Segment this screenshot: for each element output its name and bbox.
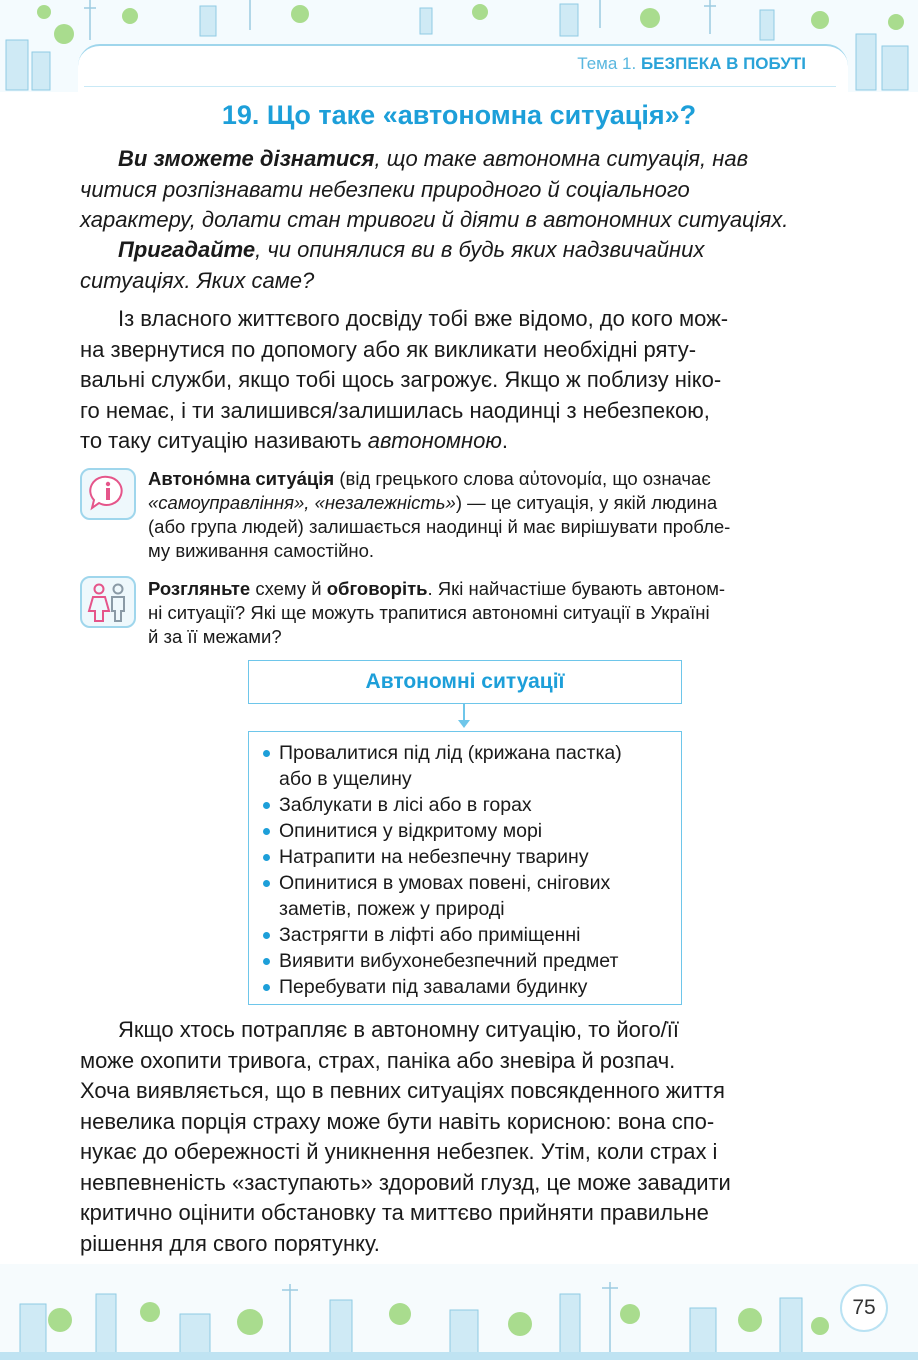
- list-item: [261, 948, 673, 974]
- learn-bold: Ви зможете дізнатися: [118, 146, 375, 171]
- definition-line-3: (або група людей) залишається наодинці й має вирішувати пробле-: [148, 516, 731, 537]
- definition-note: [148, 467, 844, 563]
- header-divider: [84, 86, 836, 87]
- list-item: [261, 792, 673, 818]
- definition-part-1: (від грецького слова αὐτονομία, що означає: [334, 468, 711, 489]
- p1-line-1: Із власного життєвого досвіду тобі вже відомо, до кого мож-: [118, 306, 729, 331]
- discussion-line-2: ні ситуації? Які ще можуть трапитися автономні ситуації в Україні: [148, 602, 710, 623]
- definition-line-4: му виживання самостійно.: [148, 540, 375, 561]
- list-item: [261, 818, 673, 844]
- topic-title: БЕЗПЕКА В ПОБУТІ: [640, 54, 806, 73]
- p1-period: .: [501, 428, 509, 453]
- p2-line: Хоча виявляється, що в певних ситуаціях повсякденного життя: [80, 1078, 725, 1103]
- list-item-text: Натрапити на небезпечну тварину: [279, 846, 589, 868]
- p2-line: рішення для свого порятунку.: [80, 1230, 380, 1256]
- discussion-line-3: й за її межами?: [148, 626, 282, 647]
- p1-line-2: на звернутися по допомогу або як викликати необхідні ряту-: [80, 336, 697, 362]
- topic-label: Тема 1.: [577, 54, 637, 73]
- discussion-bold-1: Розгляньте: [148, 578, 251, 599]
- bottom-decorative-band: [0, 1264, 918, 1360]
- learn-line-3: характеру, долати стан тривоги й діяти в автономних ситуаціях.: [80, 207, 789, 232]
- discussion-note: [148, 577, 844, 649]
- list-item-text: Перебувати під завалами будинку: [279, 976, 588, 998]
- p2-line: критично оцінити обстановку та миттєво прийняти правильне: [80, 1200, 709, 1225]
- list-item-continuation: або в ущелину: [279, 768, 412, 790]
- paragraph-1: [80, 304, 844, 457]
- arrow-down-icon: [458, 720, 470, 728]
- paragraph-2: [80, 1015, 844, 1259]
- learn-line-2: читися розпізнавати небезпеки природного й соціального: [80, 176, 690, 202]
- intro-learn: [80, 144, 844, 236]
- list-item-text: Заблукати в лісі або в горах: [279, 794, 532, 816]
- scheme-title: Автономні ситуації: [248, 660, 682, 704]
- list-item: [261, 844, 673, 870]
- scheme-list-box: [248, 731, 682, 1005]
- definition-term: Автоно́мна ситуа́ція: [148, 468, 335, 489]
- list-item: [261, 974, 673, 1000]
- running-header: [577, 54, 806, 74]
- recall-rest: , чи опинялися ви в будь яких надзвичайних: [255, 237, 705, 262]
- learn-rest: , що таке автономна ситуація, нав: [374, 146, 749, 171]
- p1-line-5: то таку ситуацію називають: [80, 428, 368, 453]
- p1-line-4: го немає, і ти залишився/залишилась наодинці з небезпекою,: [80, 397, 710, 423]
- discussion-text-2: . Які найчастіше бувають автоном-: [427, 578, 726, 599]
- list-item-text: Виявити вибухонебезпечний предмет: [279, 950, 619, 972]
- list-item-text: Застрягти в ліфті або приміщенні: [279, 924, 581, 946]
- list-item-continuation: заметів, пожеж у природі: [279, 898, 505, 920]
- p2-line: нукає до обережності й уникнення небезпек. Утім, коли страх і: [80, 1139, 718, 1164]
- definition-quote: «самоуправління», «незалежність»: [148, 492, 456, 513]
- list-item: [261, 922, 673, 948]
- info-speech-icon: [80, 468, 136, 520]
- list-item-text: Опинитися в умовах повені, снігових: [279, 872, 611, 894]
- definition-part-2: ) — це ситуація, у якій людина: [455, 492, 718, 513]
- p1-line-3: вальні служби, якщо тобі щось загрожує. Якщо ж поблизу ніко-: [80, 367, 722, 392]
- discussion-text-1: схему й: [250, 578, 327, 599]
- recall-line-2: ситуаціях. Яких саме?: [80, 267, 315, 293]
- p2-line: може охопити тривога, страх, паніка або зневіра й розпач.: [80, 1047, 676, 1073]
- list-item-text: Провалитися під лід (крижана пастка): [279, 742, 622, 764]
- p2-line: невелика порція страху може бути навіть корисною: вона спо-: [80, 1108, 715, 1134]
- city-nature-illustration: [0, 1264, 918, 1360]
- list-item-text: Опинитися у відкритому морі: [279, 820, 543, 842]
- p2-line: невпевненість «заступають» здоровий глузд, це може завадити: [80, 1169, 731, 1195]
- intro-recall: [80, 235, 844, 296]
- p1-term-italic: автономною: [367, 428, 502, 453]
- people-discussion-icon: [80, 576, 136, 628]
- list-item: [261, 870, 673, 922]
- scheme-list: [249, 732, 681, 1000]
- list-item: [261, 740, 673, 792]
- page-title: 19. Що таке «автономна ситуація»?: [221, 100, 697, 130]
- recall-bold: Пригадайте: [118, 237, 256, 262]
- p2-line: Якщо хтось потрапляє в автономну ситуацію, то його/її: [118, 1017, 680, 1042]
- discussion-bold-2: обговоріть: [326, 578, 428, 599]
- page-number: 75: [840, 1284, 888, 1332]
